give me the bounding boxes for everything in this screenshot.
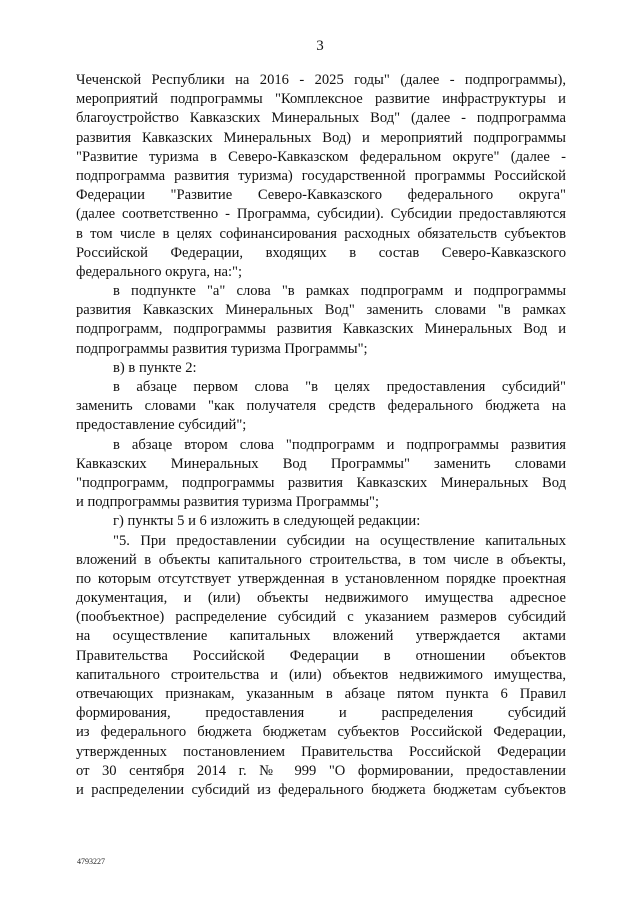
text-line: Кавказских Минеральных Вод Программы" заменить словами <box>76 455 566 472</box>
text-line: "подпрограмм, подпрограммы развития Кавказских Минеральных Вод <box>76 474 566 491</box>
text-line: в) в пункте 2: <box>113 359 197 376</box>
text-line: подпрограмма развития туризма) государственной программы Российской <box>76 167 566 184</box>
text-line: и распределении субсидий из федерального бюджета бюджетам субъектов <box>76 781 566 798</box>
text-line: в абзаце втором слова "подпрограмм и подпрограммы развития <box>113 436 566 453</box>
text-line: формирования, предоставления и распределения субсидий <box>76 705 566 722</box>
text-line: документация, и (или) объекты недвижимого имущества адресное <box>76 590 566 607</box>
text-line: по которым отсутствует утвержденная в установленном порядке проектная <box>76 570 566 587</box>
text-line: "5. При предоставлении субсидии на осуществление капитальных <box>113 532 566 549</box>
text-line: из федерального бюджета бюджетам субъектов Российской Федерации, <box>76 724 566 741</box>
text-line: г) пункты 5 и 6 изложить в следующей редакции: <box>113 513 421 530</box>
paragraph <box>76 512 566 531</box>
paragraph <box>76 378 566 436</box>
text-line: подпрограммы развития туризма Программы"; <box>76 340 368 357</box>
text-line: капитального строительства и (или) объектов недвижимого имущества, <box>76 666 566 683</box>
paragraph <box>76 282 566 359</box>
text-line: мероприятий подпрограммы "Комплексное развитие инфраструктуры и <box>76 91 566 108</box>
document-code: 4793227 <box>77 857 105 866</box>
text-line: благоустройство Кавказских Минеральных Вод" (далее - подпрограмма <box>76 110 566 127</box>
text-line: Правительства Российской Федерации в отношении объектов <box>76 647 566 664</box>
text-line: "Развитие туризма в Северо-Кавказском федеральном округе" (далее - <box>76 148 566 165</box>
text-line: от 30 сентября 2014 г. № 999 "О формировании, предоставлении <box>76 762 566 779</box>
text-line: в подпункте "а" слова "в рамках подпрограмм и подпрограммы <box>113 283 566 300</box>
text-line: на осуществление капитальных вложений утверждается актами <box>76 628 566 645</box>
paragraph <box>76 359 566 378</box>
text-line: заменить словами "как получателя средств федерального бюджета на <box>76 398 566 415</box>
text-line: Российской Федерации, входящих в состав Северо-Кавказского <box>76 244 566 261</box>
text-line: предоставление субсидий"; <box>76 417 247 434</box>
text-line: в абзаце первом слова "в целях предоставления субсидий" <box>113 379 566 395</box>
paragraph <box>76 71 566 282</box>
text-line: развития Кавказских Минеральных Вод) и мероприятий подпрограммы <box>76 129 566 146</box>
text-line: (далее соответственно - Программа, субсидии). Субсидии предоставляются <box>76 206 566 223</box>
text-line: и подпрограммы развития туризма Программы"; <box>76 494 380 511</box>
text-line: Чеченской Республики на 2016 - 2025 годы" (далее - подпрограммы), <box>76 72 566 88</box>
text-line: в том числе в целях софинансирования расходных обязательств субъектов <box>76 225 566 242</box>
paragraph <box>76 532 566 801</box>
text-line: подпрограмм, подпрограммы развития Кавказских Минеральных Вод и <box>76 321 566 338</box>
page-number: 3 <box>316 38 324 54</box>
text-line: утвержденных постановлением Правительства Российской Федерации <box>76 743 566 760</box>
document-body <box>76 71 566 800</box>
text-line: вложений в объекты капитального строительства, в том числе в объекты, <box>76 551 566 568</box>
text-line: развития Кавказских Минеральных Вод" заменить словами "в рамках <box>76 302 566 319</box>
text-line: отвечающих признакам, указанным в абзаце пятом пункта 6 Правил <box>76 686 566 702</box>
paragraph <box>76 436 566 513</box>
text-line: (пообъектное) распределение субсидий с указанием размеров субсидий <box>76 609 566 626</box>
text-line: федерального округа, на:"; <box>76 263 243 280</box>
text-line: Федерации "Развитие Северо-Кавказского федерального округа" <box>76 187 566 204</box>
